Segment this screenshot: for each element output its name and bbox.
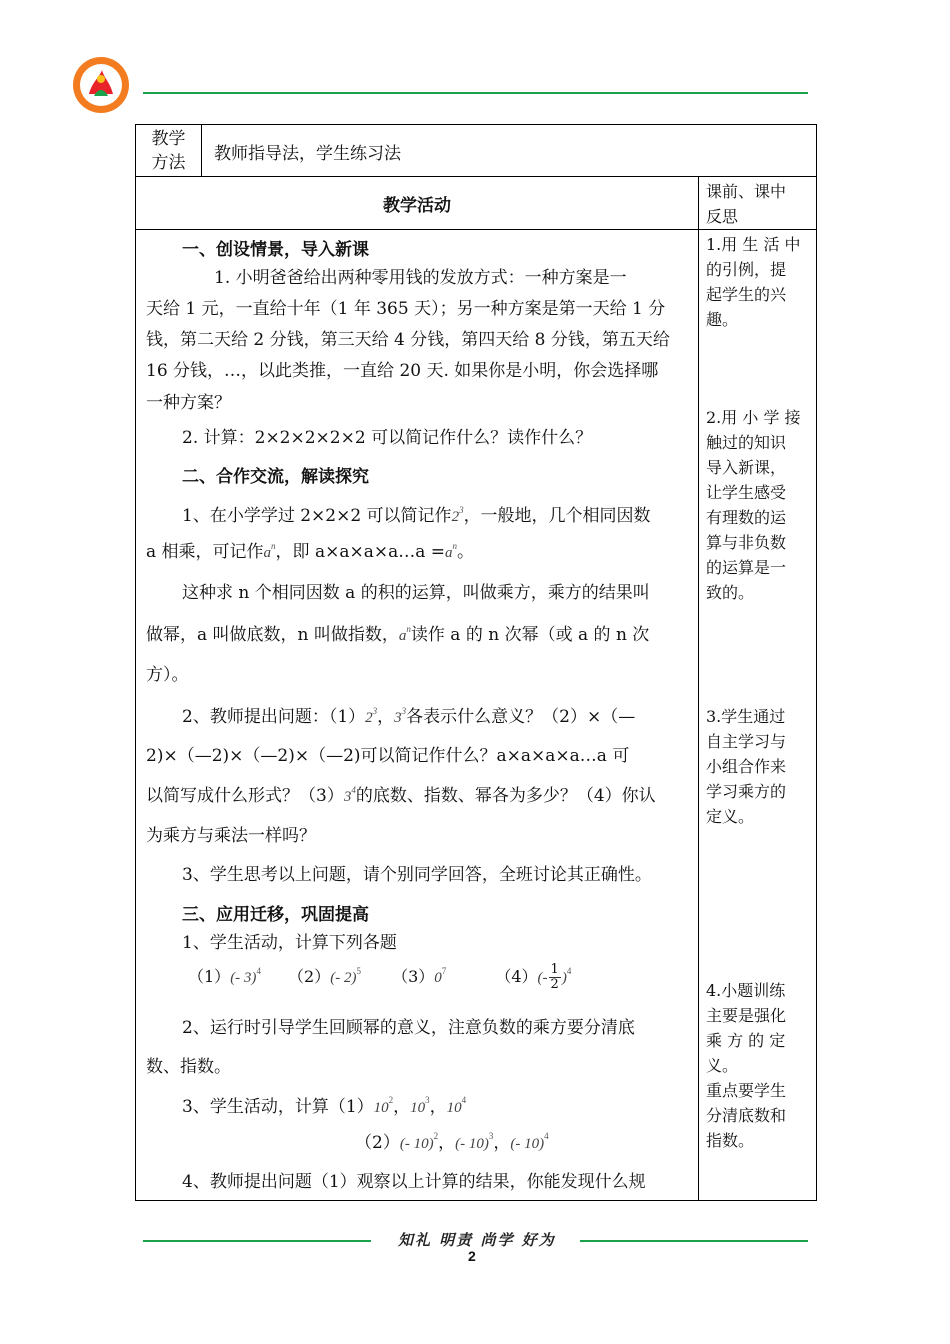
reflection-note-4 [706,978,806,1153]
power-base: 2 [365,710,373,726]
paragraph-line: 4、教师提出问题（1）观察以上计算的结果，你能发现什么规 [182,1172,646,1192]
reflection-note-3 [706,704,806,829]
section-title: 一、创设情景，导入新课 [182,240,369,260]
power-base: (- 10) [510,1136,545,1152]
power-expression [394,706,407,726]
power-exponent: n [271,541,276,551]
paragraph-line [182,501,651,526]
paragraph-line: 2、运行时引导学生回顾幂的意义，注意负数的乘方要分清底 [182,1018,635,1038]
paragraph-line: 为乘方与乘法一样吗？ [146,826,316,846]
power-exponent: 3 [459,505,464,515]
fraction-numerator: 1 [550,962,559,977]
note-line: 致的。 [706,583,755,602]
note-line: 定义。 [706,807,755,826]
paragraph-line: 这种求 n 个相同因数 a 的积的运算，叫做乘方，乘方的结果叫 [182,583,650,603]
paragraph-line [146,620,649,645]
method-label-line: 方法 [151,153,186,173]
power-exponent: 4 [566,965,572,976]
note-line: 主要是强化 [706,1006,787,1025]
power-exponent: 4 [351,785,356,795]
power-base: 10 [410,1100,426,1116]
exercise-row [188,963,571,992]
section-title: 二、合作交流，解读探究 [182,467,369,487]
footer-divider-left [143,1240,371,1242]
paragraph-line: 1、学生活动，计算下列各题 [182,933,397,953]
reflection-note-2 [706,405,806,605]
power-exponent: 3 [488,1131,494,1142]
note-line: 触过的知识 [706,433,787,452]
note-line: 学习乘方的 [706,782,787,801]
power-base: 0 [434,970,442,986]
note-line: 4.小题训练 [706,981,786,1000]
method-label [136,125,202,177]
paragraph-line: 1. 小明爸爸给出两种零用钱的发放方式：一种方案是一 [214,268,627,288]
power-base: (- 10) [455,1136,489,1152]
paragraph-line [355,1128,549,1153]
text-run: 以简写成什么形式？（3） [146,786,344,806]
paragraph-line [146,781,656,806]
power-base: a [398,628,407,644]
power-base: (- 2) [330,970,357,986]
text-run: ， [493,1133,511,1153]
text-run: ， [393,1097,411,1117]
power-exponent: 2 [388,1095,394,1106]
note-line: 义。 [706,1056,739,1075]
note-line: 2.用 小 学 接 [706,408,801,427]
power-expression [398,624,411,644]
power-expression [451,505,464,525]
power-base: (- [537,970,548,986]
paragraph-line [182,1092,466,1117]
power-base: (- 10) [399,1136,434,1152]
power-expression [365,706,378,726]
text-run: a 相乘，可记作 [146,542,264,562]
note-line: 的运算是一 [706,558,787,577]
power-base: a [445,545,453,561]
paragraph-line: 2. 计算：2×2×2×2×2 可以简记作什么？读作什么？ [182,428,593,448]
text-run: 3、学生活动，计算（1） [182,1097,374,1117]
power-exponent: 3 [425,1095,430,1106]
power-exponent: 5 [356,965,361,976]
power-expression [263,541,276,561]
note-line: 的引例，提 [706,260,787,279]
section-title: 三、应用迁移，巩固提高 [182,905,369,925]
note-line: 让学生感受 [706,483,787,502]
power-exponent: 3 [372,706,378,716]
power-exponent: n [452,541,458,551]
power-base: a [263,545,272,561]
paragraph-line: 一种方案？ [146,393,231,413]
note-line: 趣。 [706,310,739,329]
power-exponent: 7 [441,965,447,976]
note-line: 乘 方 的 定 [706,1031,786,1050]
power-base: 3 [343,789,352,805]
power-exponent: 4 [256,965,261,976]
paragraph-line: 3、学生思考以上问题，请个别同学回答，全班讨论其正确性。 [182,865,652,885]
power-base: (- 3) [230,970,257,986]
power-expression [445,541,458,561]
note-line: 指数。 [706,1131,755,1150]
header-divider [143,92,808,94]
fraction-denominator: 2 [550,977,559,992]
text-run: 各表示什么意义？（2）×（— [406,707,636,727]
text-run: ， [438,1133,456,1153]
note-line: 自主学习与 [706,732,787,751]
paragraph-line: 方）。 [146,665,189,685]
text-run: （2） [355,1133,400,1153]
note-line: 有理数的运 [706,508,787,527]
footer-divider-right [580,1240,808,1242]
paragraph-line: 钱，第二天给 2 分钱，第三天给 4 分钱，第四天给 8 分钱，第五天给 [146,330,670,350]
footer-motto: 知礼 明责 尚学 好为 [398,1231,556,1249]
text-run: 的底数、指数、幂各为多少？（4）你认 [355,786,656,806]
power-base: ) [561,970,567,986]
school-logo [72,56,130,114]
reflection-header-line: 反思 [706,207,739,226]
paragraph-line: 数、指数。 [146,1057,231,1077]
text-run: ，即 a×a×a×a…a = [275,542,446,562]
paragraph-line: 16 分钱，…，以此类推，一直给 20 天. 如果你是小明，你会选择哪 [146,361,659,381]
text-run: 做幂，a 叫做底数，n 叫做指数， [146,625,399,645]
text-run: 读作 a 的 n 次幂（或 a 的 n 次 [410,625,650,645]
power-base: 10 [446,1100,462,1116]
reflection-header [699,177,817,230]
paragraph-line: 天给 1 元，一直给十年（1 年 365 天）；另一种方案是第一天给 1 分 [146,299,666,319]
text-run: 2、教师提出问题：（1） [182,707,366,727]
power-base: 10 [373,1100,389,1116]
fraction [549,963,561,992]
power-exponent: n [406,624,411,634]
power-base: 2 [451,509,460,525]
paragraph-line [182,702,635,727]
note-line: 分清底数和 [706,1106,787,1125]
text-run: 1、在小学学过 2×2×2 可以简记作 [182,506,452,526]
note-line: 导入新课， [706,458,787,477]
exercise-label: （2） [288,967,331,986]
exercise-label: （3） [392,967,435,986]
method-value: 教师指导法，学生练习法 [202,125,817,177]
exercise-label: （4） [495,967,538,986]
activity-header: 教学活动 [136,177,699,230]
exercise-label: （1） [188,967,231,986]
power-exponent: 4 [544,1131,549,1142]
reflection-header-line: 课前、课中 [706,182,787,201]
note-line: 算与非负数 [706,533,787,552]
note-line: 重点要学生 [706,1081,787,1100]
activity-content [136,230,699,1201]
note-line: 小组合作来 [706,757,787,776]
reflection-column [699,230,817,1201]
text-run: ， [429,1097,447,1117]
note-line: 起学生的兴 [706,285,787,304]
power-exponent: 2 [433,1131,439,1142]
text-run: 。 [457,542,475,562]
power-exponent: 4 [461,1095,467,1106]
note-line: 1.用 生 活 中 [706,235,801,254]
paragraph-line [146,537,474,562]
page-number: 2 [468,1248,476,1264]
text-run: ， [377,707,395,727]
note-line: 3.学生通过 [706,707,786,726]
paragraph-line: 2)×（—2)×（—2)×（—2)可以简记作什么？a×a×a×a…a 可 [146,746,630,766]
reflection-note-1 [706,232,806,332]
lesson-plan-table [135,124,817,1201]
power-base: 3 [394,710,402,726]
power-expression [343,785,356,805]
power-exponent: 3 [401,706,407,716]
text-run: ，一般地，几个相同因数 [463,506,651,526]
method-label-line: 教学 [151,129,186,149]
